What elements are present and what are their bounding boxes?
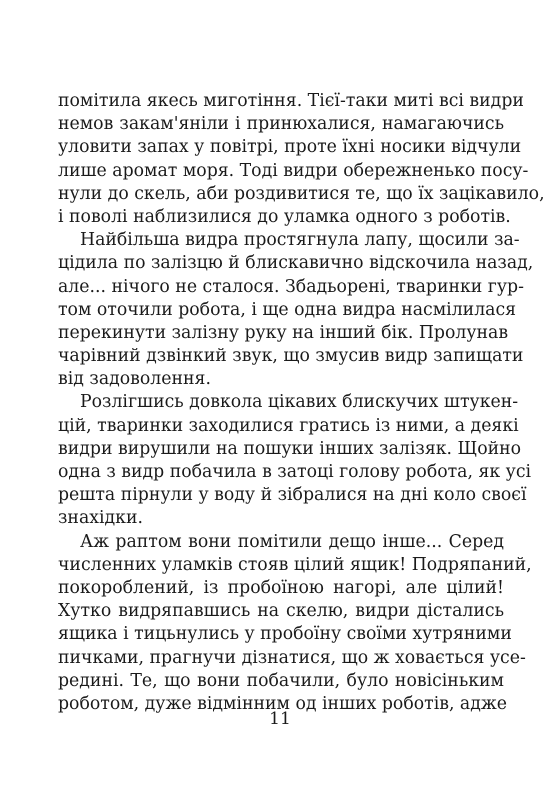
- text-line: одна з видр побачила в затоці голову робота, як усі: [58, 462, 532, 482]
- text-line: цій, тваринки заходилися гратись із ними, а деякі: [58, 415, 519, 436]
- text-line: пичками, прагнучи дізнатися, що ж ховається усе-: [58, 647, 526, 668]
- paragraph-1: [58, 90, 545, 229]
- text-line: помітила якесь миготіння. Тієї-таки миті всі видри: [58, 91, 524, 111]
- text-line: лише аромат моря. Тоді видри обережненько посу-: [58, 160, 529, 181]
- text-line: ящика і тицьнулись у пробоїну своїми хутряними: [58, 624, 512, 645]
- text-line: видри вирушили на пошуки інших залізяк. Щойно: [58, 438, 522, 459]
- text-line: покорoблений, із пробоїною нагорі, але цілий!: [58, 577, 504, 598]
- text-line: том оточили робота, і ще одна видра насмілилася: [58, 299, 517, 320]
- text-line: численних уламків стояв цілий ящик! Подряпаний,: [58, 554, 532, 575]
- paragraph-3: [58, 391, 532, 530]
- text-line: але... нічого не сталося. Збадьорені, тваринки гур-: [58, 276, 524, 297]
- text-line: знахідки.: [58, 508, 143, 529]
- text-line: чарівний дзвінкий звук, що змусив видр запищати: [58, 346, 524, 367]
- text-line: цідила по залізцю й блискавично відскочила назад,: [58, 253, 534, 274]
- text-line: і поволі наблизилися до уламка одного з роботів.: [58, 206, 511, 227]
- text-line: уловити запах у повітрі, проте їхні носики відчули: [58, 137, 522, 158]
- text-line: перекинути залізну руку на інший бік. Пролунав: [58, 322, 509, 343]
- text-line: від задоволення.: [58, 369, 211, 390]
- text-line: Розлігшись довкола цікавих блискучих штукен-: [80, 392, 519, 413]
- text-line: решта пірнули у воду й зібралися на дні коло своєї: [58, 485, 527, 506]
- text-line: Хутко видряпавшись на скелю, видри дістались: [58, 601, 504, 622]
- paragraph-2: [58, 229, 534, 391]
- text-line: немов закам'яніли і принюхалися, намагаючись: [58, 114, 504, 135]
- text-line: нули до скель, аби роздивитися те, що їх зацікавило,: [58, 183, 545, 204]
- page-number: 11: [269, 709, 291, 729]
- page-body: [58, 90, 545, 716]
- text-line: редині. Те, що вони побачили, було новісіньким: [58, 670, 504, 691]
- text-line: Аж раптом вони помітили дещо інше... Серед: [80, 531, 504, 552]
- text-line: роботом, дуже відмінним од інших роботів, адже: [58, 693, 508, 714]
- paragraph-4: [58, 531, 532, 717]
- text-line: Найбільша видра простягнула лапу, щосили за-: [80, 230, 520, 251]
